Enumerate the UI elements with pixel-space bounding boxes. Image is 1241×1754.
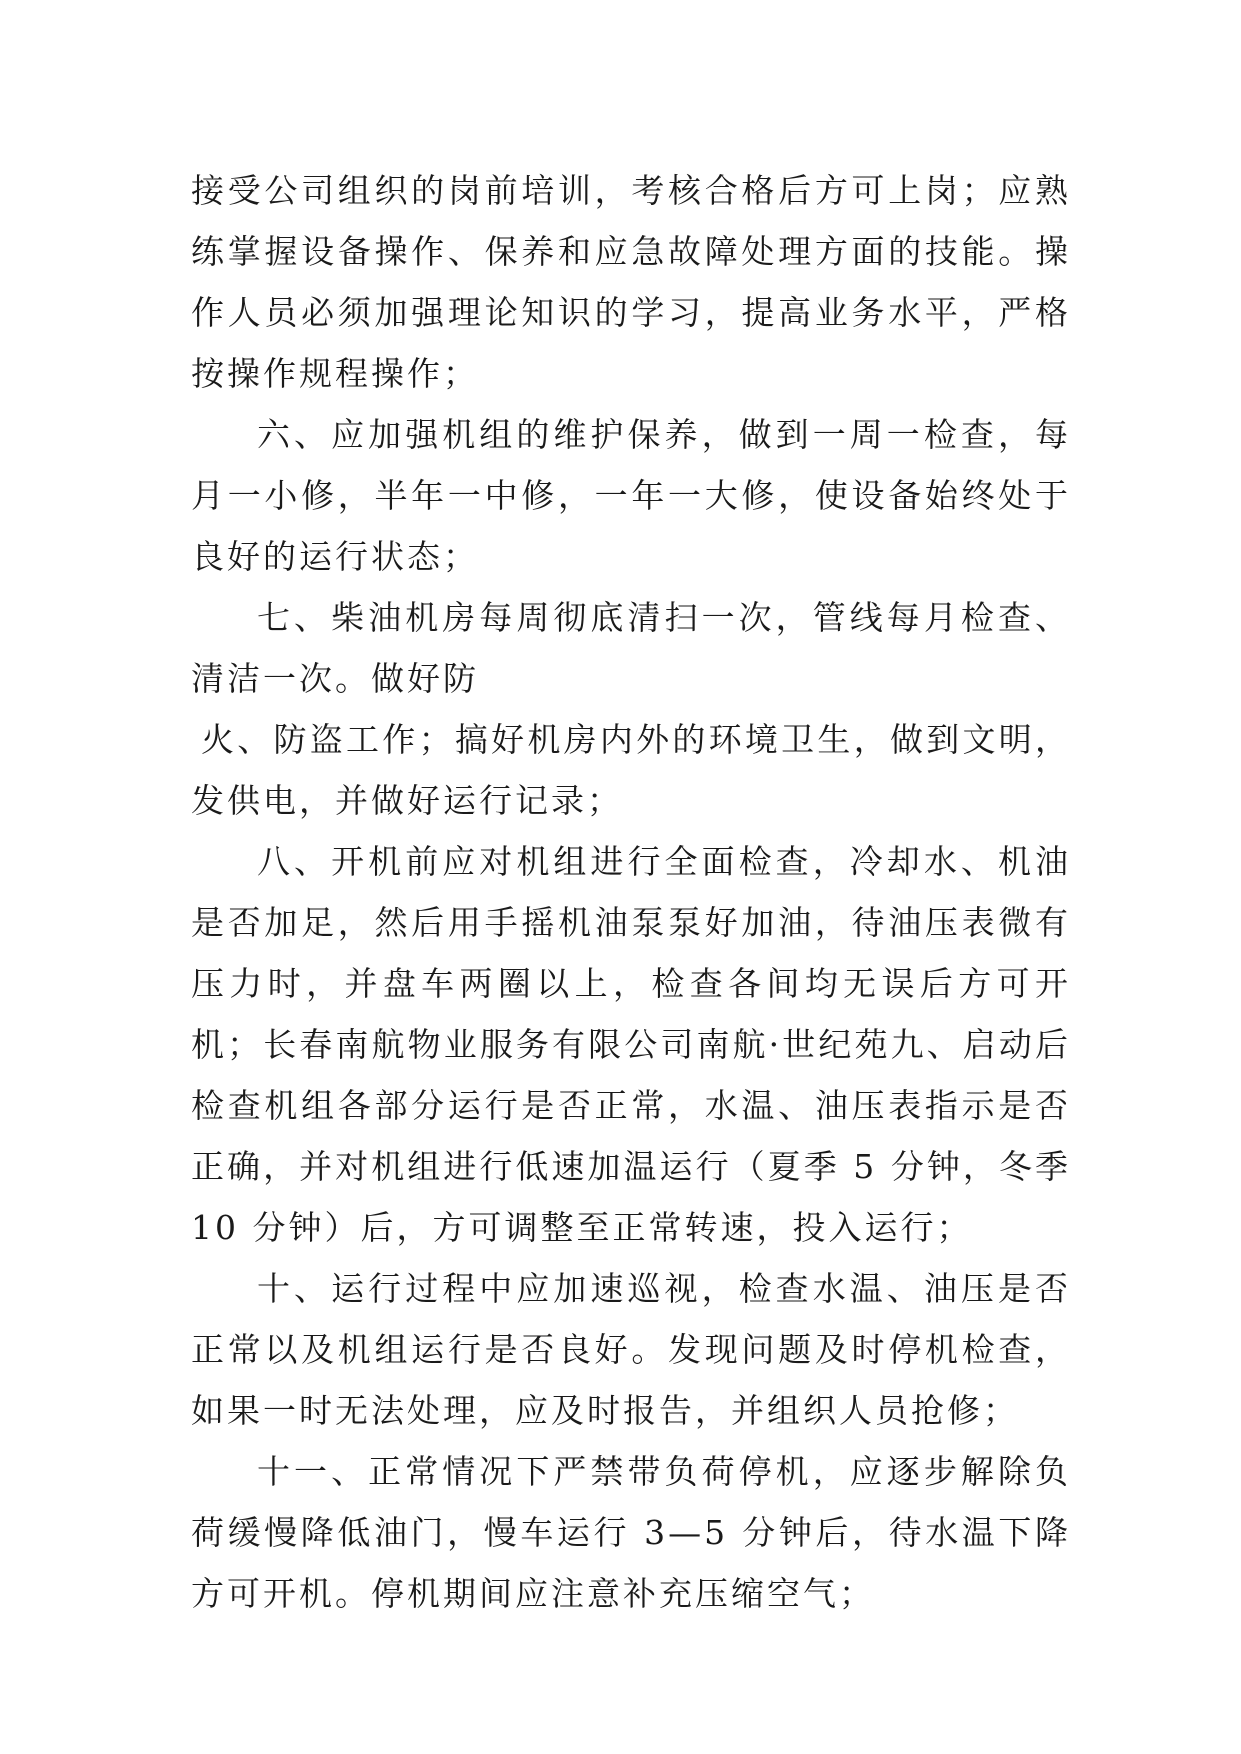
- paragraph-item-10: 十、运行过程中应加速巡视，检查水温、油压是否正常以及机组运行是否良好。发现问题及时停机检查，如果一时无法处理，应及时报告，并组织人员抢修；: [191, 1269, 1071, 1430]
- paragraph-item-8: 八、开机前应对机组进行全面检查，冷却水、机油是否加足，然后用手摇机油泵泵好加油，待油压表微有压力时，并盘车两圈以上，检查各间均无误后方可开机；长春南航物业服务有限公司南航·世纪苑九、启动后检查机组各部分运行是否正常，水温、油压表指示是否正确，并对机组进行低速加温运行（夏季 5 分钟，冬季 10 分钟）后，方可调整至正常转速，投入运行；: [191, 842, 1071, 1247]
- paragraph-item-11: 十一、正常情况下严禁带负荷停机，应逐步解除负荷缓慢降低油门，慢车运行 3—5 分钟后，待水温下降方可开机。停机期间应注意补充压缩空气；: [191, 1452, 1071, 1613]
- paragraph-item-7-continued: 火、防盗工作；搞好机房内外的环境卫生，做到文明，发供电，并做好运行记录；: [191, 720, 1071, 820]
- document-body: [191, 160, 1071, 1624]
- paragraph-training: 接受公司组织的岗前培训，考核合格后方可上岗；应熟练掌握设备操作、保养和应急故障处理方面的技能。操作人员必须加强理论知识的学习，提高业务水平，严格按操作规程操作；: [191, 171, 1071, 393]
- paragraph-item-7: 七、柴油机房每周彻底清扫一次，管线每月检查、清洁一次。做好防: [191, 598, 1071, 698]
- paragraph-item-6: 六、应加强机组的维护保养，做到一周一检查，每月一小修，半年一中修，一年一大修，使设备始终处于良好的运行状态；: [191, 415, 1071, 576]
